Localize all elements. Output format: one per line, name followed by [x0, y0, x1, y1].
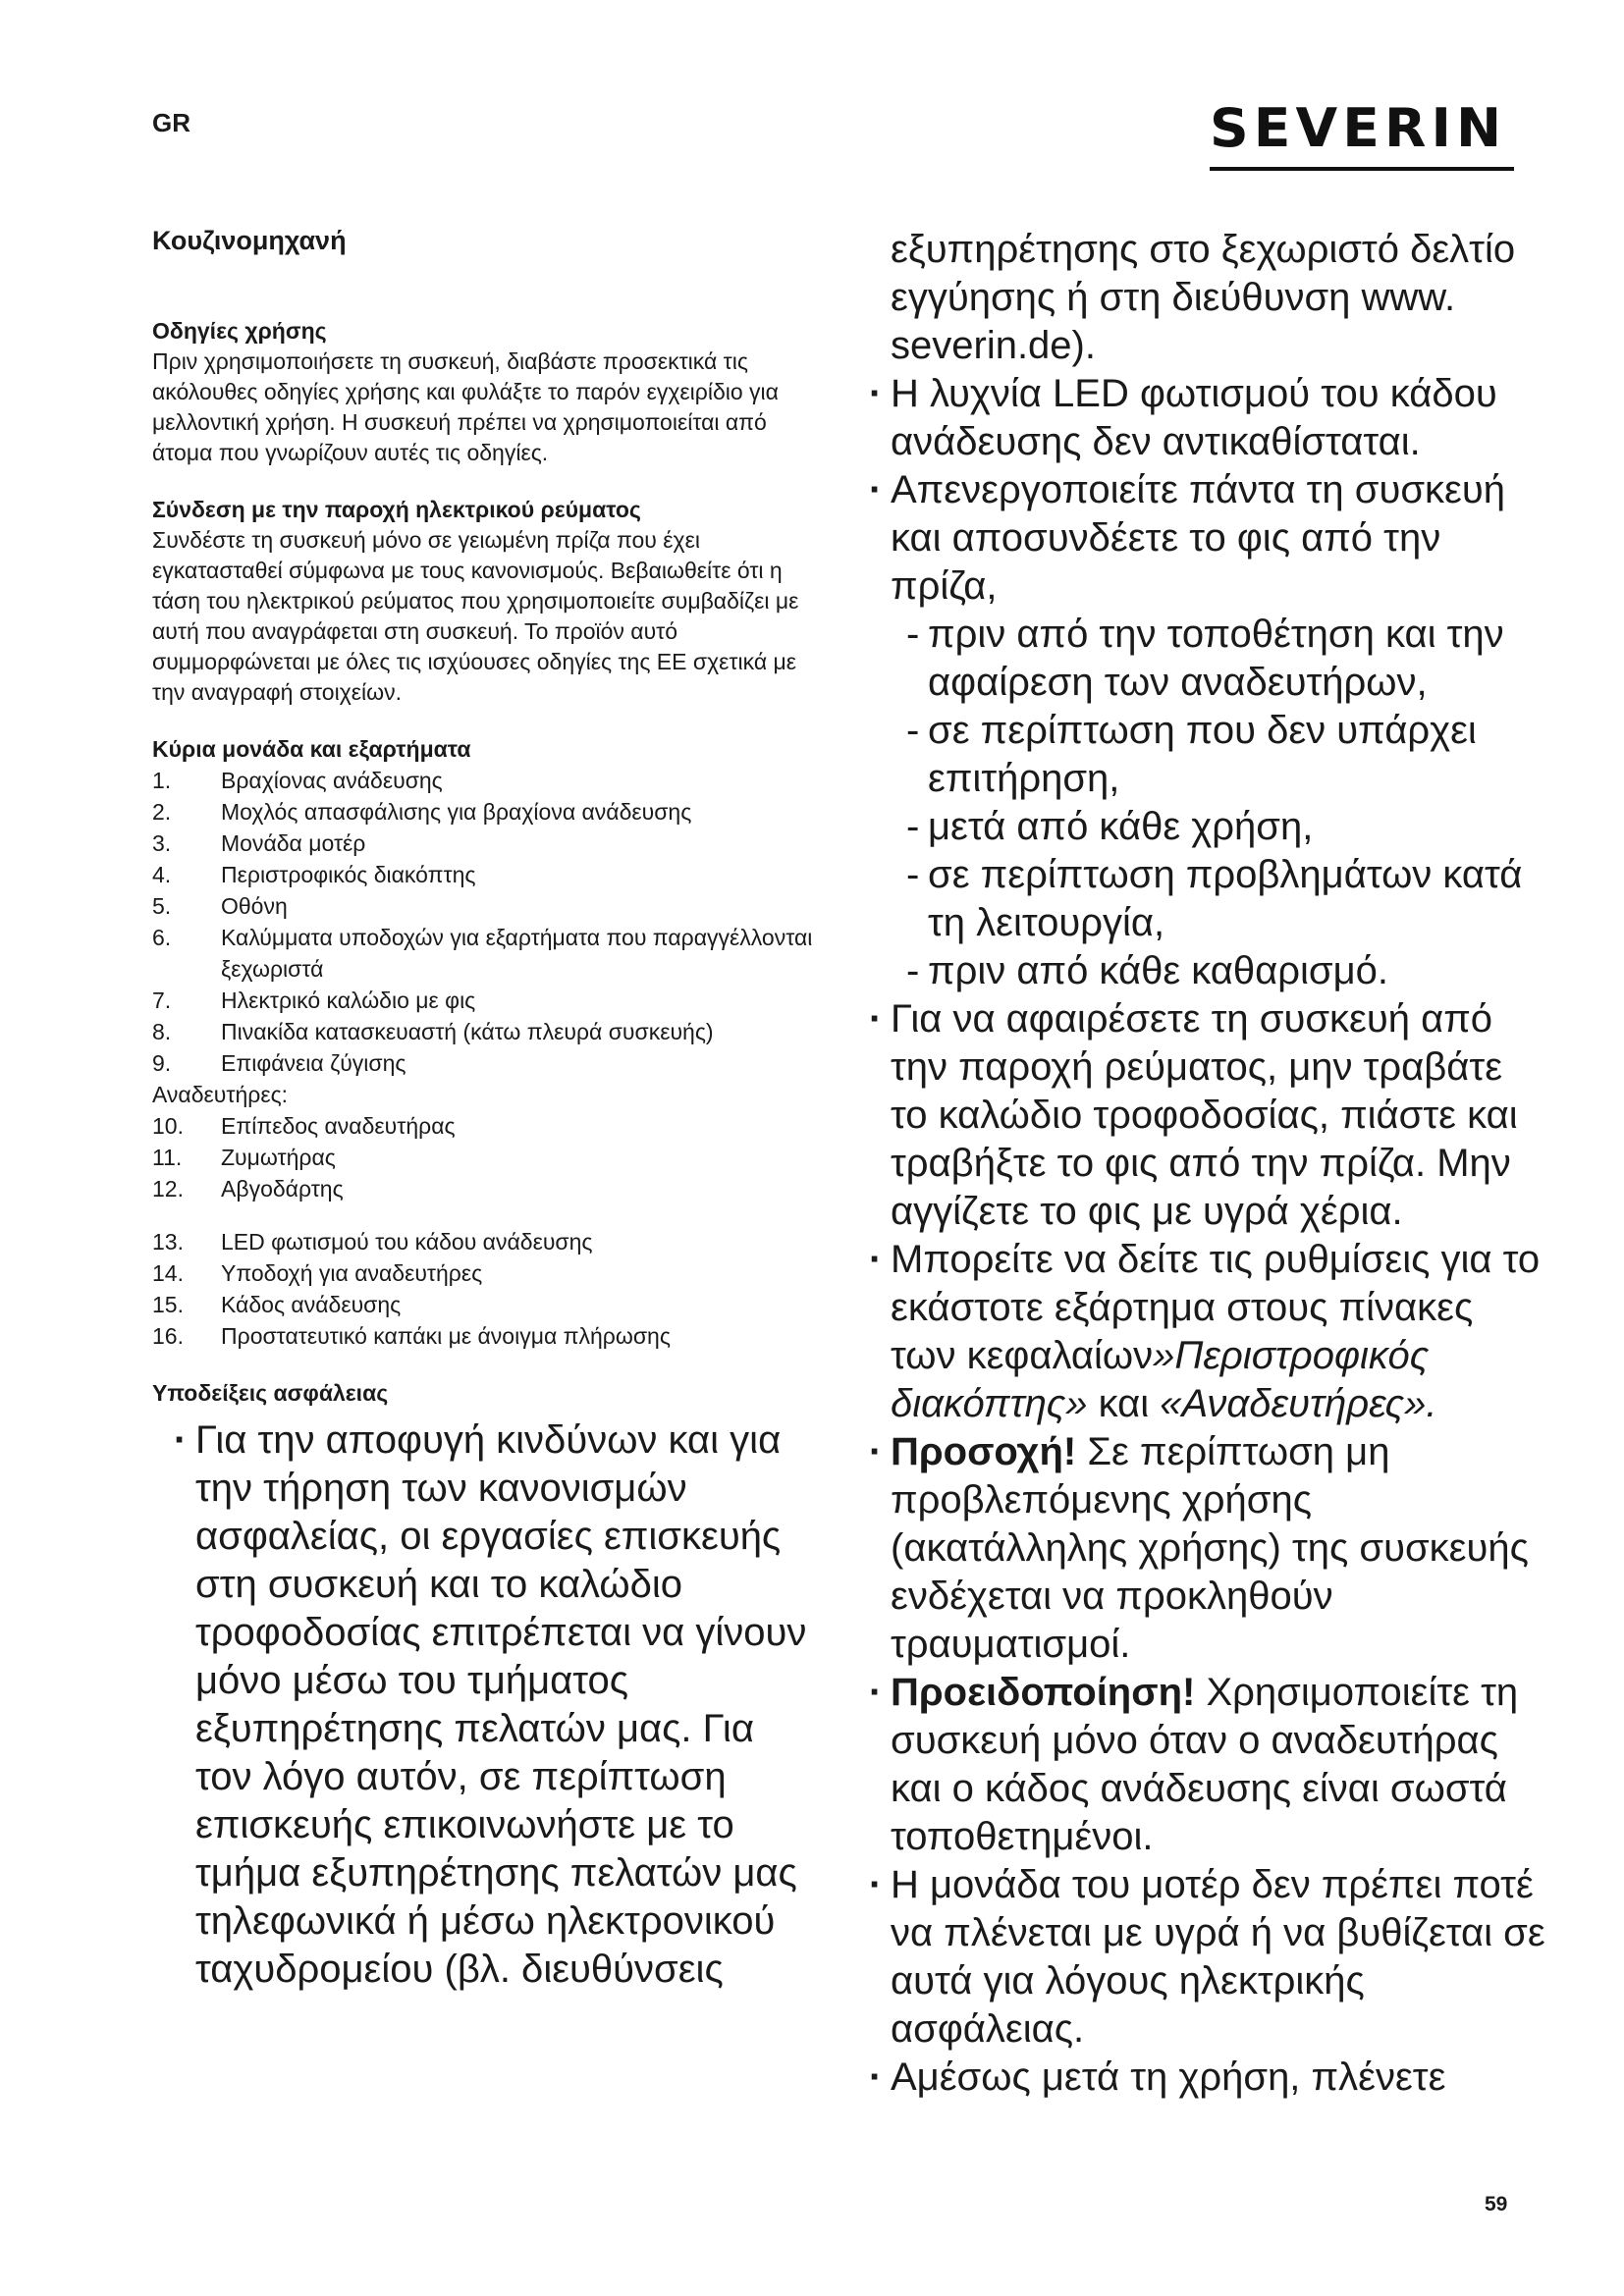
beaters-list — [152, 1110, 820, 1204]
bullet-attention: · Προσοχή! Σε περίπτωση μη προβλεπόμενης χρήσης (ακατάλληλης χρήσης) της συσκευής ενδέχεται να προκληθούν τραυματισμοί. — [869, 1430, 1529, 1666]
dash-item: - σε περίπτωση προβλημάτων κατά τη λειτουργία, — [906, 853, 1523, 944]
dash-item: - πριν από κάθε καθαρισμό. — [906, 949, 1389, 992]
list-item: 15. Κάδος ανάδευσης — [152, 1292, 402, 1317]
beaters-label: Αναδευτήρες: — [152, 1082, 289, 1107]
list-item: 14. Υποδοχή για αναδευτήρες — [152, 1260, 483, 1286]
list-item: 11. Ζυμωτήρας — [152, 1145, 336, 1170]
instructions-text: Πριν χρησιμοποιήσετε τη συσκευή, διαβάστε προσεκτικά τις ακόλουθες οδηγίες χρήσης και φυλάξτε το παρόν εγχειρίδιο για μελλοντική χρήση. Η συσκευή πρέπει να χρησιμοποιείται από άτομα που γνωρίζουν αυτές τις οδηγίες. — [152, 348, 779, 465]
list-item: 10. Επίπεδος αναδευτήρας — [152, 1113, 456, 1139]
list-item: 13. LED φωτισμού του κάδου ανάδευσης — [152, 1229, 593, 1255]
list-item: 2. Μοχλός απασφάλισης για βραχίονα ανάδευσης — [152, 799, 692, 825]
bullet-settings: · Μπορείτε να δείτε τις ρυθμίσεις για το εκάστοτε εξάρτημα στους πίνακες των κεφαλαίων»Περιστροφικός διακόπτης» και «Αναδευτήρες». — [869, 1238, 1541, 1425]
page-title: Κουζινομηχανή — [152, 226, 347, 255]
list-item: 12. Αβγοδάρτης — [152, 1176, 344, 1201]
dash-item: - πριν από την τοποθέτηση και την αφαίρεση των αναδευτήρων, — [906, 613, 1504, 704]
bullet-wash: · Αμέσως μετά τη χρήση, πλένετε — [869, 2056, 1446, 2099]
list-item: 5. Οθόνη — [152, 893, 288, 919]
list-item: 9. Επιφάνεια ζύγισης — [152, 1050, 406, 1076]
instructions-heading: Οδηγίες χρήσης — [152, 318, 327, 344]
connection-text: Συνδέστε τη συσκευή μόνο σε γειωμένη πρίζα που έχει εγκατασταθεί σύμφωνα με τους κανονισμούς. Βεβαιωθείτε ότι η τάση του ηλεκτρικού ρεύματος που χρησιμοποιείτε συμβαδίζει με αυτή που αναγράφεται στη συσκευή. Το προϊόν αυτό συμμορφώνεται με όλες τις ισχύουσες οδηγίες της ΕΕ σχετικά με την αναγραφή στοιχείων. — [152, 527, 799, 705]
bullet-led: · Η λυχνία LED φωτισμού του κάδου ανάδευσης δεν αντικαθίσταται. — [869, 372, 1497, 463]
parts-heading: Κύρια μονάδα και εξαρτήματα — [152, 736, 471, 762]
bullet-unplug: · Απενεργοποιείτε πάντα τη συσκευή και αποσυνδέετε το φις από την πρίζα, — [869, 468, 1505, 608]
list-item: 4. Περιστροφικός διακόπτης — [152, 862, 476, 887]
dash-item: - σε περίπτωση που δεν υπάρχει επιτήρηση, — [906, 709, 1477, 800]
connection-heading: Σύνδεση με την παροχή ηλεκτρικού ρεύματος — [152, 497, 641, 522]
language-code: GR — [152, 108, 190, 137]
safety-bullet-repair: · Για την αποφυγή κινδύνων και για την τήρηση των κανονισμών ασφαλείας, οι εργασίες επισκευής στη συσκευή και το καλώδιο τροφοδοσίας επιτρέπεται να γίνουν μόνο μέσω του τμήματος εξυπηρέτησης πελατών μας. Για τον λόγο αυτόν, σε περίπτωση επισκευής επικοινωνήστε με το τμήμα εξυπηρέτησης πελατών μας τηλεφωνικά ή μέσω ηλεκτρονικού ταχυδρομείου (βλ. διευθύνσεις — [174, 1418, 807, 1991]
extra-parts-list — [152, 1226, 820, 1352]
list-item: 6. Καλύμματα υποδοχών για εξαρτήματα που παραγγέλλονται ξεχωριστά — [152, 925, 813, 982]
list-item: 1. Βραχίονας ανάδευσης — [152, 768, 443, 793]
brand-wordmark: SEVERIN — [1210, 97, 1507, 159]
bullet-warning: · Προειδοποίηση! Χρησιμοποιείτε τη συσκευή μόνο όταν ο αναδευτήρας και ο κάδος ανάδευσης είναι σωστά τοποθετημένοι. — [869, 1671, 1519, 1858]
left-column — [152, 226, 820, 1994]
right-column — [869, 226, 1546, 2102]
bullet-motor: · Η μονάδα του μοτέρ δεν πρέπει ποτέ να πλένεται με υγρά ή να βυθίζεται σε αυτά για λόγους ηλεκτρικής ασφάλειας. — [869, 1863, 1545, 2051]
page-number: 59 — [1485, 2193, 1508, 2216]
logo-underline — [1210, 167, 1514, 171]
list-item: 3. Μονάδα μοτέρ — [152, 830, 366, 856]
safety-heading: Υποδείξεις ασφάλειας — [152, 1380, 389, 1406]
list-item: 7. Ηλεκτρικό καλώδιο με φις — [152, 988, 476, 1013]
dash-item: - μετά από κάθε χρήση, — [906, 805, 1314, 848]
parts-list — [152, 765, 820, 1079]
bullet-cable: · Για να αφαιρέσετε τη συσκευή από την παροχή ρεύματος, μην τραβάτε το καλώδιο τροφοδοσίας, πιάστε και τραβήξτε το φις από την πρίζα. Μην αγγίζετε το φις με υγρά χέρια. — [869, 997, 1518, 1233]
list-item: 8. Πινακίδα κατασκευαστή (κάτω πλευρά συσκευής) — [152, 1019, 714, 1044]
severin-logo — [1210, 97, 1514, 173]
list-item: 16. Προστατευτικό καπάκι με άνοιγμα πλήρωσης — [152, 1323, 671, 1349]
service-continuation: εξυπηρέτησης στο ξεχωριστό δελτίο εγγύησης ή στη διεύθυνση www. severin.de). — [891, 228, 1516, 367]
